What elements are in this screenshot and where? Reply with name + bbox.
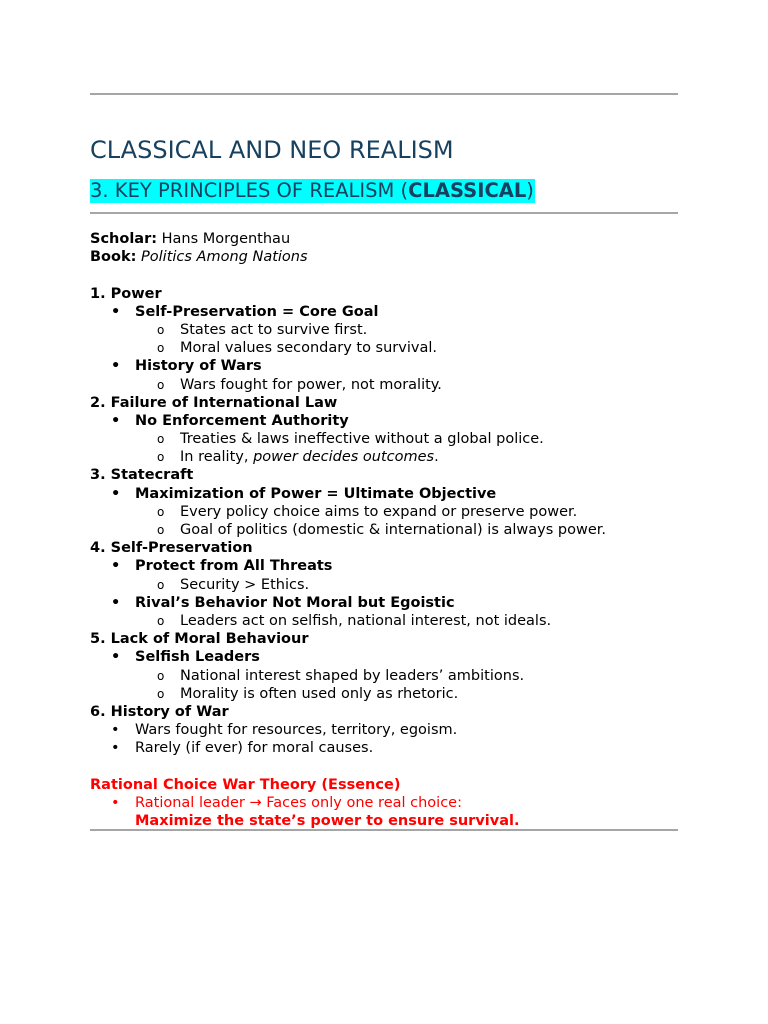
sub-bullet-marker: o bbox=[157, 577, 165, 592]
sub-item-text: National interest shaped by leaders’ ambitions. bbox=[180, 667, 525, 684]
subtitle-bold: CLASSICAL bbox=[408, 179, 527, 202]
bullet-marker: • bbox=[111, 649, 121, 666]
list-item bbox=[90, 557, 678, 575]
sub-item-text: Morality is often used only as rhetoric. bbox=[180, 685, 459, 702]
item-label: Maximization of Power = Ultimate Objective bbox=[135, 485, 497, 502]
sub-item bbox=[90, 612, 678, 630]
bullet-marker: • bbox=[111, 594, 121, 611]
bullet-marker: • bbox=[111, 722, 120, 739]
item-label: No Enforcement Authority bbox=[135, 412, 349, 429]
sub-item bbox=[90, 521, 678, 539]
bullet-marker: • bbox=[111, 485, 121, 502]
bullet-marker: • bbox=[111, 740, 120, 757]
bullet-marker: • bbox=[111, 558, 121, 575]
list-item bbox=[90, 412, 678, 430]
sub-item bbox=[90, 667, 678, 685]
sub-item-text: States act to survive first. bbox=[180, 321, 368, 338]
subtitle-close: ) bbox=[526, 179, 534, 202]
rational-conclusion: Maximize the state’s power to ensure survival. bbox=[135, 813, 520, 829]
list-item bbox=[90, 303, 678, 321]
bullet-marker: • bbox=[111, 794, 120, 811]
sub-item bbox=[90, 448, 678, 466]
sub-bullet-marker: o bbox=[157, 377, 165, 392]
section-subtitle bbox=[90, 179, 535, 203]
book-line bbox=[90, 248, 678, 266]
sub-item-suffix: . bbox=[434, 449, 439, 466]
section-heading: 4. Self-Preservation bbox=[90, 540, 253, 557]
sub-bullet-marker: o bbox=[157, 523, 165, 537]
sub-bullet-marker: o bbox=[157, 668, 165, 683]
item-text: Rarely (if ever) for moral causes. bbox=[135, 740, 374, 757]
list-item bbox=[90, 739, 678, 757]
sub-item bbox=[90, 576, 678, 594]
sub-item-text: Goal of politics (domestic & international) is always power. bbox=[180, 522, 606, 538]
book-label: Book: bbox=[90, 249, 137, 266]
sub-bullet-marker: o bbox=[157, 504, 165, 519]
bullet-marker: • bbox=[111, 412, 121, 429]
sub-item bbox=[90, 321, 678, 339]
rational-heading: Rational Choice War Theory (Essence) bbox=[90, 776, 401, 793]
bottom-divider bbox=[90, 829, 678, 831]
item-text: Wars fought for resources, territory, egoism. bbox=[135, 722, 458, 739]
sub-item-text: Leaders act on selfish, national interest, not ideals. bbox=[180, 612, 552, 629]
sub-item-text: Wars fought for power, not morality. bbox=[180, 376, 442, 393]
sub-item-prefix: In reality, bbox=[180, 449, 254, 466]
sub-bullet-marker: o bbox=[157, 322, 165, 337]
item-label: Self-Preservation = Core Goal bbox=[135, 303, 379, 320]
scholar-value: Hans Morgenthau bbox=[161, 231, 291, 247]
sub-bullet-marker: o bbox=[157, 341, 165, 356]
sub-bullet-marker: o bbox=[157, 613, 165, 628]
sub-item-text: Moral values secondary to survival. bbox=[180, 340, 437, 357]
item-label: Selfish Leaders bbox=[135, 649, 260, 666]
sub-item bbox=[90, 685, 678, 703]
bullet-marker: • bbox=[111, 303, 121, 320]
list-item bbox=[90, 485, 678, 503]
middle-divider bbox=[90, 212, 678, 214]
list-item bbox=[90, 594, 678, 612]
rational-bullet-text: Rational leader → Faces only one real choice: bbox=[135, 794, 462, 811]
item-label: History of Wars bbox=[135, 358, 262, 375]
sub-bullet-marker: o bbox=[157, 686, 165, 701]
sub-item-text: Security > Ethics. bbox=[180, 576, 310, 593]
sub-item bbox=[90, 376, 678, 394]
bullet-marker: • bbox=[111, 358, 121, 375]
sub-item-text: Every policy choice aims to expand or preserve power. bbox=[180, 503, 578, 520]
sub-item bbox=[90, 503, 678, 521]
scholar-line bbox=[90, 230, 678, 248]
item-label: Protect from All Threats bbox=[135, 558, 333, 575]
sub-bullet-marker: o bbox=[157, 432, 165, 447]
list-item bbox=[90, 721, 678, 739]
list-item bbox=[90, 648, 678, 666]
section-heading: 1. Power bbox=[90, 285, 162, 302]
rational-bullet bbox=[90, 794, 678, 812]
sub-item-italic: power decides outcomes bbox=[253, 449, 435, 466]
list-item bbox=[90, 357, 678, 375]
document-body bbox=[90, 230, 678, 830]
item-label: Rival’s Behavior Not Moral but Egoistic bbox=[135, 594, 455, 611]
section-heading: 5. Lack of Moral Behaviour bbox=[90, 631, 309, 648]
top-divider bbox=[90, 93, 678, 95]
document-title: CLASSICAL AND NEO REALISM bbox=[90, 136, 454, 164]
section-heading: 3. Statecraft bbox=[90, 467, 194, 484]
subtitle-plain: 3. KEY PRINCIPLES OF REALISM ( bbox=[90, 179, 409, 202]
section-heading: 2. Failure of International Law bbox=[90, 394, 338, 411]
book-value: Politics Among Nations bbox=[141, 249, 308, 266]
sub-item bbox=[90, 339, 678, 357]
scholar-label: Scholar: bbox=[90, 231, 158, 247]
section-heading: 6. History of War bbox=[90, 703, 229, 720]
sub-bullet-marker: o bbox=[157, 450, 165, 465]
sub-item-text: Treaties & laws ineffective without a global police. bbox=[180, 431, 544, 448]
sub-item bbox=[90, 430, 678, 448]
